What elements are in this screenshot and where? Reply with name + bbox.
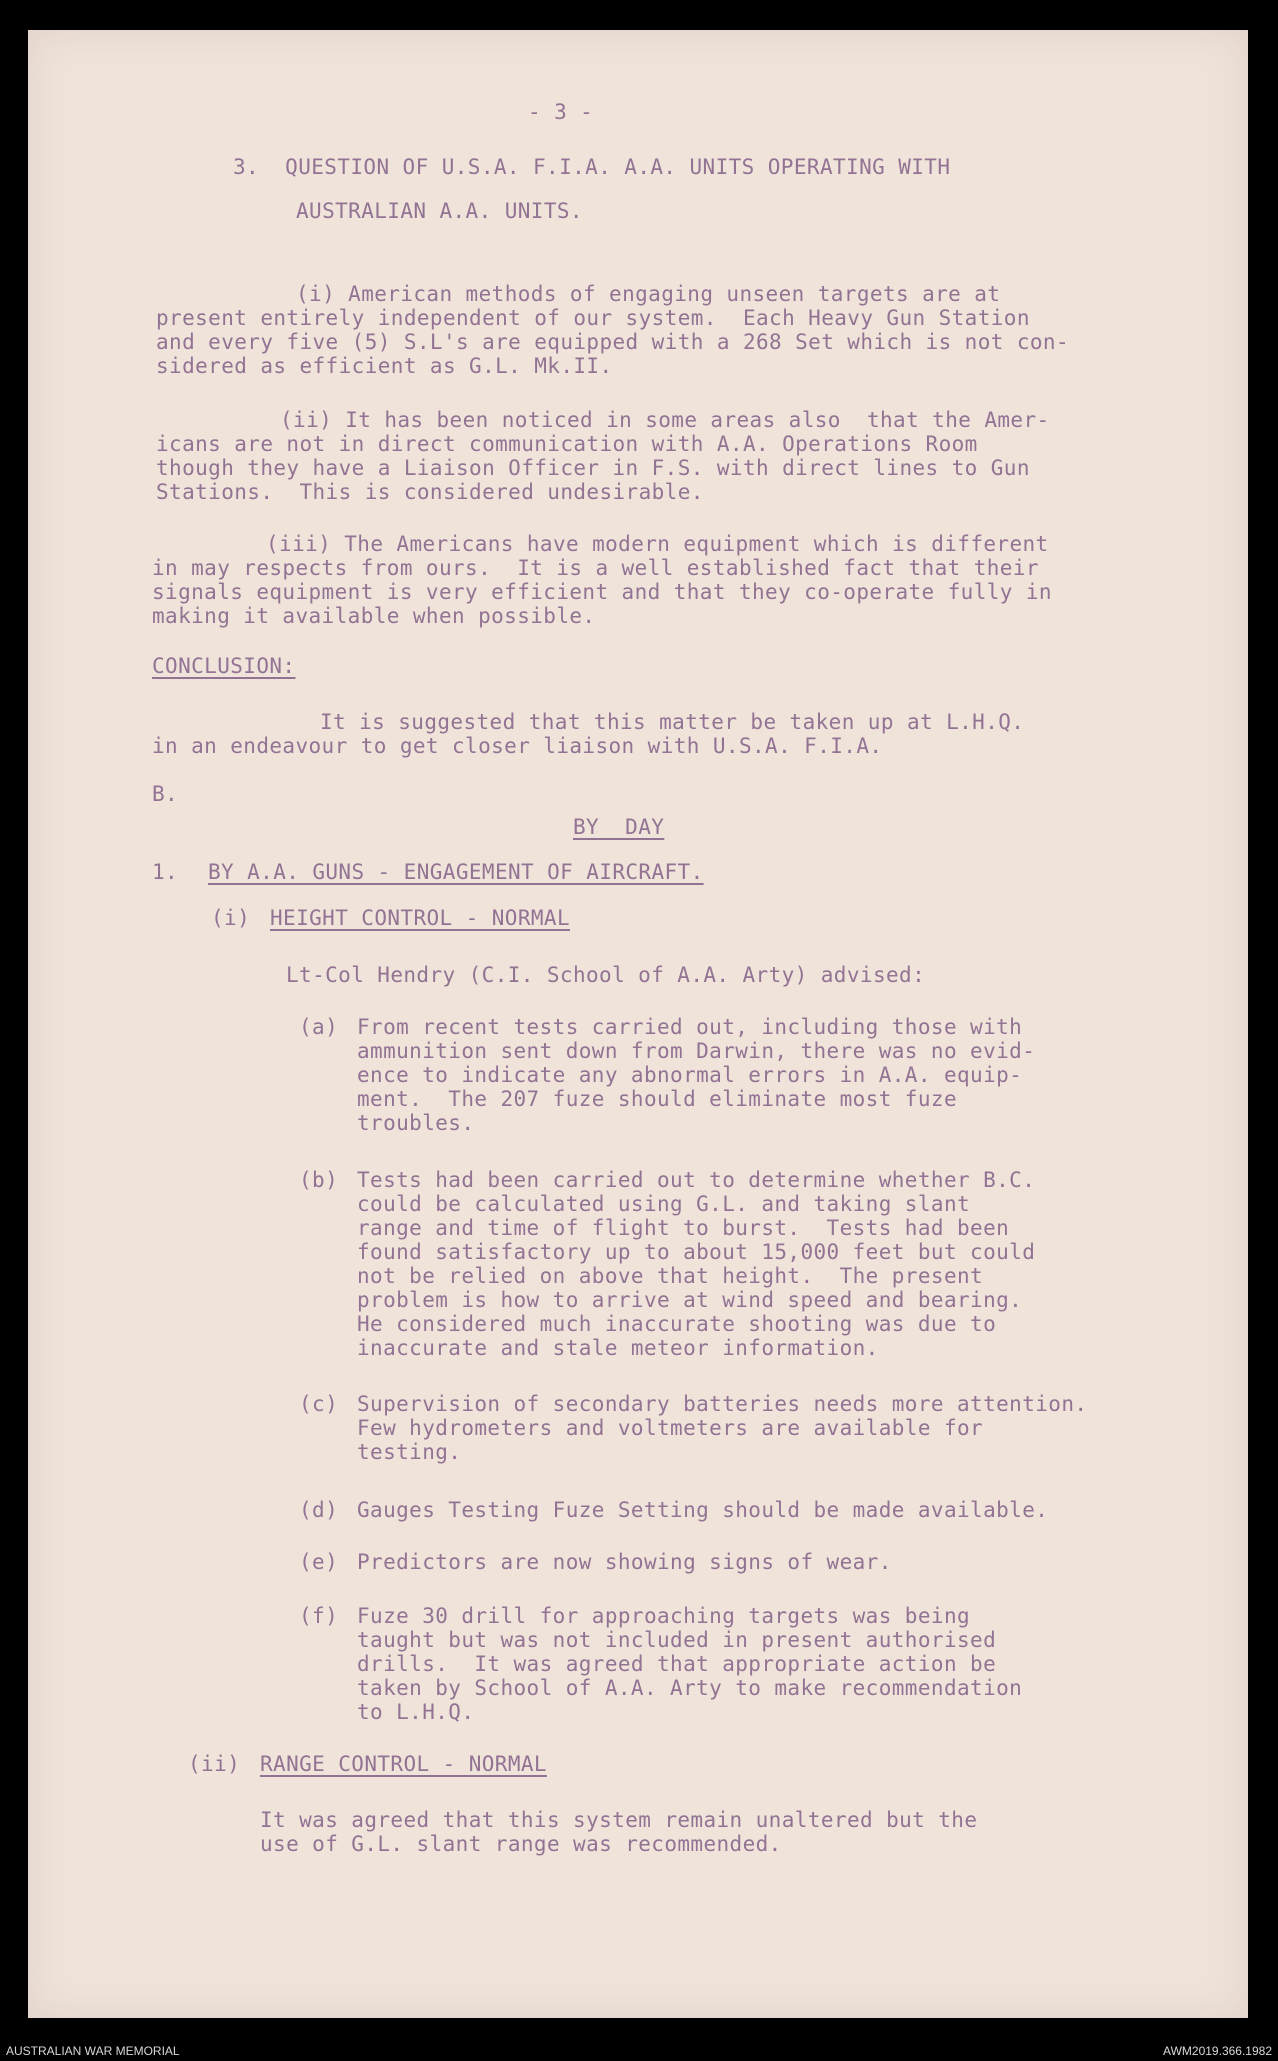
section-3-heading-cont: AUSTRALIAN A.A. UNITS.	[296, 199, 583, 223]
point-line: Gauges Testing Fuze Setting should be made available.	[357, 1498, 1049, 1522]
point-line: inaccurate and stale meteor information.	[357, 1336, 879, 1360]
sub-i-heading: HEIGHT CONTROL - NORMAL	[270, 906, 570, 930]
footer-accession: AWM2019.366.1982	[1163, 2044, 1272, 2058]
point-line: problem is how to arrive at wind speed and bearing.	[357, 1288, 1023, 1312]
point-line: taken by School of A.A. Arty to make recommendation	[357, 1676, 1023, 1700]
point-line: troubles.	[357, 1111, 475, 1135]
point-line: Supervision of secondary batteries needs more attention.	[357, 1392, 1088, 1416]
section-b-title: BY DAY	[573, 815, 665, 839]
point-label: (a)	[299, 1015, 339, 1039]
page-number: - 3 -	[528, 100, 594, 124]
footer-bar	[0, 2041, 1278, 2061]
point-line: ment. The 207 fuze should eliminate most fuze	[357, 1087, 957, 1111]
section-b-label: B.	[152, 782, 179, 806]
para-iii-line: making it available when possible.	[152, 604, 596, 628]
conclusion-line: in an endeavour to get closer liaison with U.S.A. F.I.A.	[152, 734, 883, 758]
point-line: Fuze 30 drill for approaching targets was being	[357, 1604, 971, 1628]
conclusion-heading: CONCLUSION:	[152, 654, 296, 678]
para-i-line: present entirely independent of our system. Each Heavy Gun Station	[156, 306, 1030, 330]
section-3-heading: 3. QUESTION OF U.S.A. F.I.A. A.A. UNITS OPERATING WITH	[233, 155, 951, 179]
para-ii-line: icans are not in direct communication with A.A. Operations Room	[156, 432, 978, 456]
document-page	[28, 30, 1248, 2018]
range-line: It was agreed that this system remain unaltered but the	[260, 1808, 978, 1832]
point-line: not be relied on above that height. The present	[357, 1264, 984, 1288]
para-i-line: (i) American methods of engaging unseen targets are at	[296, 282, 1001, 306]
point-line: ence to indicate any abnormal errors in A.A. equip-	[357, 1063, 1023, 1087]
footer-source: AUSTRALIAN WAR MEMORIAL	[6, 2044, 180, 2058]
point-line: Few hydrometers and voltmeters are available for	[357, 1416, 984, 1440]
point-line: Predictors are now showing signs of wear.	[357, 1550, 892, 1574]
point-line: testing.	[357, 1440, 462, 1464]
para-i-line: sidered as efficient as G.L. Mk.II.	[156, 354, 613, 378]
point-line: taught but was not included in present authorised	[357, 1628, 997, 1652]
para-iii-line: (iii) The Americans have modern equipment which is different	[266, 532, 1049, 556]
point-line: to L.H.Q.	[357, 1700, 475, 1724]
sub-ii-number: (ii)	[188, 1752, 241, 1776]
para-ii-line: (ii) It has been noticed in some areas also that the Amer-	[280, 408, 1050, 432]
para-ii-line: Stations. This is considered undesirable.	[156, 480, 704, 504]
point-label: (e)	[299, 1550, 339, 1574]
point-line: Tests had been carried out to determine whether B.C.	[357, 1168, 1036, 1192]
conclusion-line: It is suggested that this matter be taken up at L.H.Q.	[320, 710, 1025, 734]
range-line: use of G.L. slant range was recommended.	[260, 1832, 782, 1856]
para-iii-line: signals equipment is very efficient and that they co-operate fully in	[152, 580, 1052, 604]
sub-ii-heading: RANGE CONTROL - NORMAL	[260, 1752, 547, 1776]
sub-i-number: (i)	[211, 906, 251, 930]
point-label: (d)	[299, 1498, 339, 1522]
point-line: range and time of flight to burst. Tests had been	[357, 1216, 1010, 1240]
para-iii-line: in may respects from ours. It is a well established fact that their	[152, 556, 1039, 580]
point-line: drills. It was agreed that appropriate action be	[357, 1652, 997, 1676]
point-label: (b)	[299, 1168, 339, 1192]
item-1-heading: BY A.A. GUNS - ENGAGEMENT OF AIRCRAFT.	[208, 860, 704, 884]
point-label: (f)	[299, 1604, 339, 1628]
para-i-line: and every five (5) S.L's are equipped with a 268 Set which is not con-	[156, 330, 1070, 354]
item-1-number: 1.	[152, 860, 179, 884]
point-line: could be calculated using G.L. and taking slant	[357, 1192, 971, 1216]
point-line: ammunition sent down from Darwin, there was no evid-	[357, 1039, 1036, 1063]
point-label: (c)	[299, 1392, 339, 1416]
point-line: He considered much inaccurate shooting was due to	[357, 1312, 997, 1336]
advised-line: Lt-Col Hendry (C.I. School of A.A. Arty) advised:	[286, 963, 926, 987]
point-line: found satisfactory up to about 15,000 feet but could	[357, 1240, 1036, 1264]
para-ii-line: though they have a Liaison Officer in F.S. with direct lines to Gun	[156, 456, 1030, 480]
point-line: From recent tests carried out, including those with	[357, 1015, 1023, 1039]
